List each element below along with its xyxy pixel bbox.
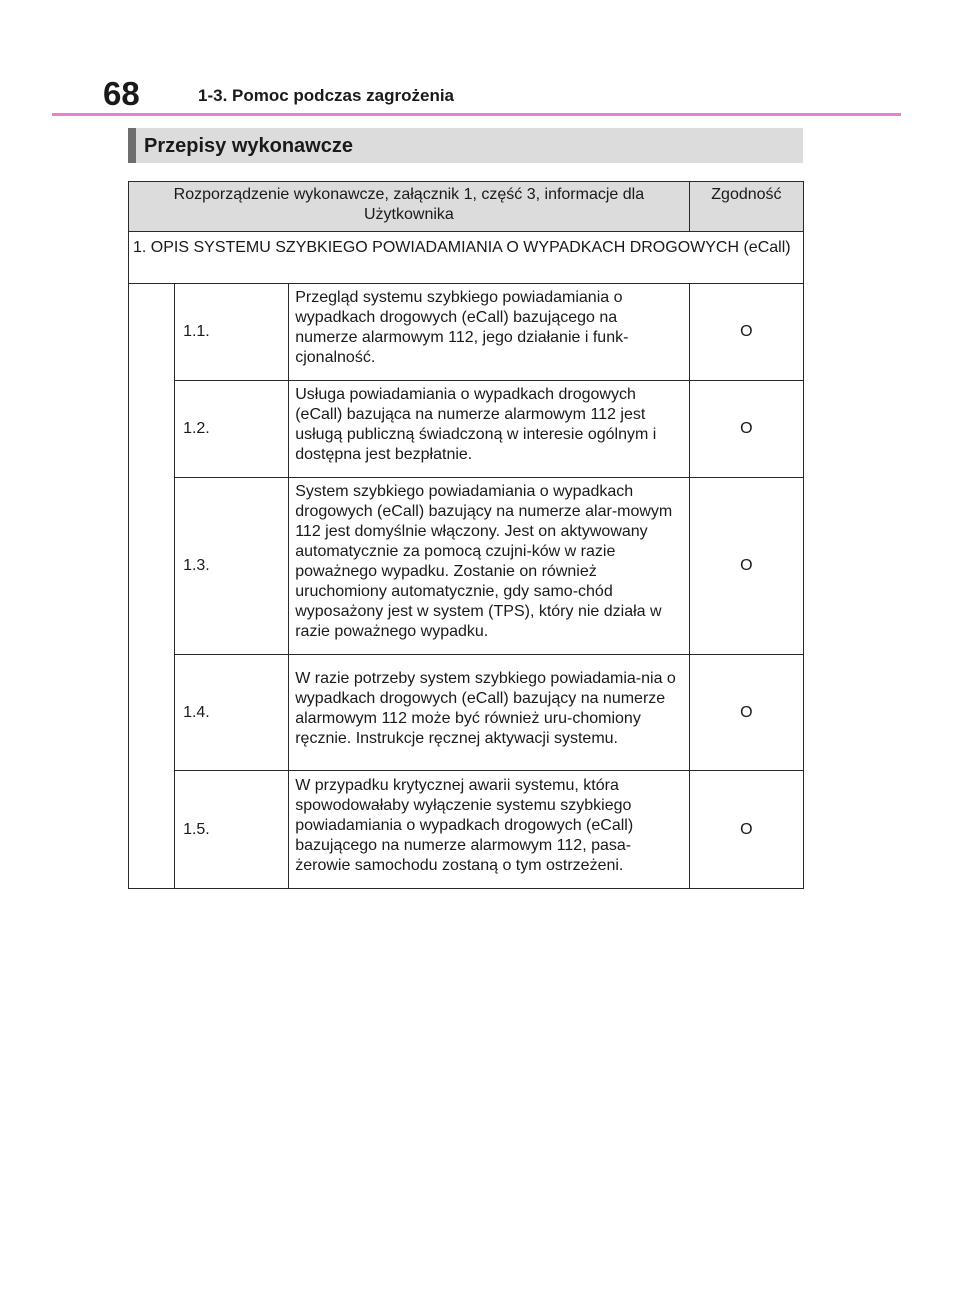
row-number: 1.3. bbox=[175, 478, 289, 655]
table-row bbox=[129, 771, 804, 889]
chapter-title: 1-3. Pomoc podczas zagrożenia bbox=[198, 86, 455, 105]
table-header-row bbox=[129, 182, 804, 232]
section-heading-row bbox=[129, 232, 804, 284]
row-text: W przypadku krytycznej awarii systemu, która spowodowałaby wyłączenie systemu szybkiego powiadamiania o wypadkach drogowych (eCall) bazującego na numerze alarmowym 112, pasa-żerowie samochodu zostaną o tym ostrzeżeni. bbox=[289, 771, 690, 889]
row-text: System szybkiego powiadamiania o wypadkach drogowych (eCall) bazujący na numerze alar-mowym 112 jest domyślnie włączony. Jest on aktywowany automatycznie za pomocą czujni-ków w razie poważnego wypadku. Zostanie on również uruchomiony automatycznie, gdy samo-chód wyposażony jest w system (TPS), który nie działa w razie poważnego wypadku. bbox=[289, 478, 690, 655]
row-compliance: O bbox=[689, 381, 803, 478]
table-row bbox=[129, 381, 804, 478]
regulation-table bbox=[128, 181, 804, 889]
row-number: 1.2. bbox=[175, 381, 289, 478]
row-number: 1.5. bbox=[175, 771, 289, 889]
row-number: 1.1. bbox=[175, 284, 289, 381]
indent-cell bbox=[129, 284, 175, 889]
row-number: 1.4. bbox=[175, 655, 289, 771]
row-compliance: O bbox=[689, 478, 803, 655]
row-compliance: O bbox=[689, 771, 803, 889]
page-number: 68 bbox=[103, 75, 140, 112]
row-text: W razie potrzeby system szybkiego powiadamia-nia o wypadkach drogowych (eCall) bazujący na numerze alarmowym 112 może być również uru-chomiony ręcznie. Instrukcje ręcznej aktywacji systemu. bbox=[289, 655, 690, 771]
table-row bbox=[129, 478, 804, 655]
row-text: Usługa powiadamiania o wypadkach drogowych (eCall) bazująca na numerze alarmowym 112 jest usługą publiczną świadczoną w interesie ogólnym i dostępna jest bezpłatnie. bbox=[289, 381, 690, 478]
header-regulation: Rozporządzenie wykonawcze, załącznik 1, część 3, informacje dla Użytkownika bbox=[129, 182, 690, 232]
row-text: Przegląd systemu szybkiego powiadamiania o wypadkach drogowych (eCall) bazującego na numerze alarmowym 112, jego działanie i funk-cjonalność. bbox=[289, 284, 690, 381]
table-row bbox=[129, 284, 804, 381]
section-marker bbox=[128, 128, 136, 163]
section-heading-box bbox=[128, 128, 803, 163]
row-compliance: O bbox=[689, 655, 803, 771]
table-row bbox=[129, 655, 804, 771]
section-title: Przepisy wykonawcze bbox=[144, 135, 353, 157]
row-compliance: O bbox=[689, 284, 803, 381]
header-compliance: Zgodność bbox=[689, 182, 803, 232]
header-divider bbox=[52, 113, 901, 116]
table-section-heading: 1. OPIS SYSTEMU SZYBKIEGO POWIADAMIANIA O WYPADKACH DROGOWYCH (eCall) bbox=[129, 232, 804, 284]
